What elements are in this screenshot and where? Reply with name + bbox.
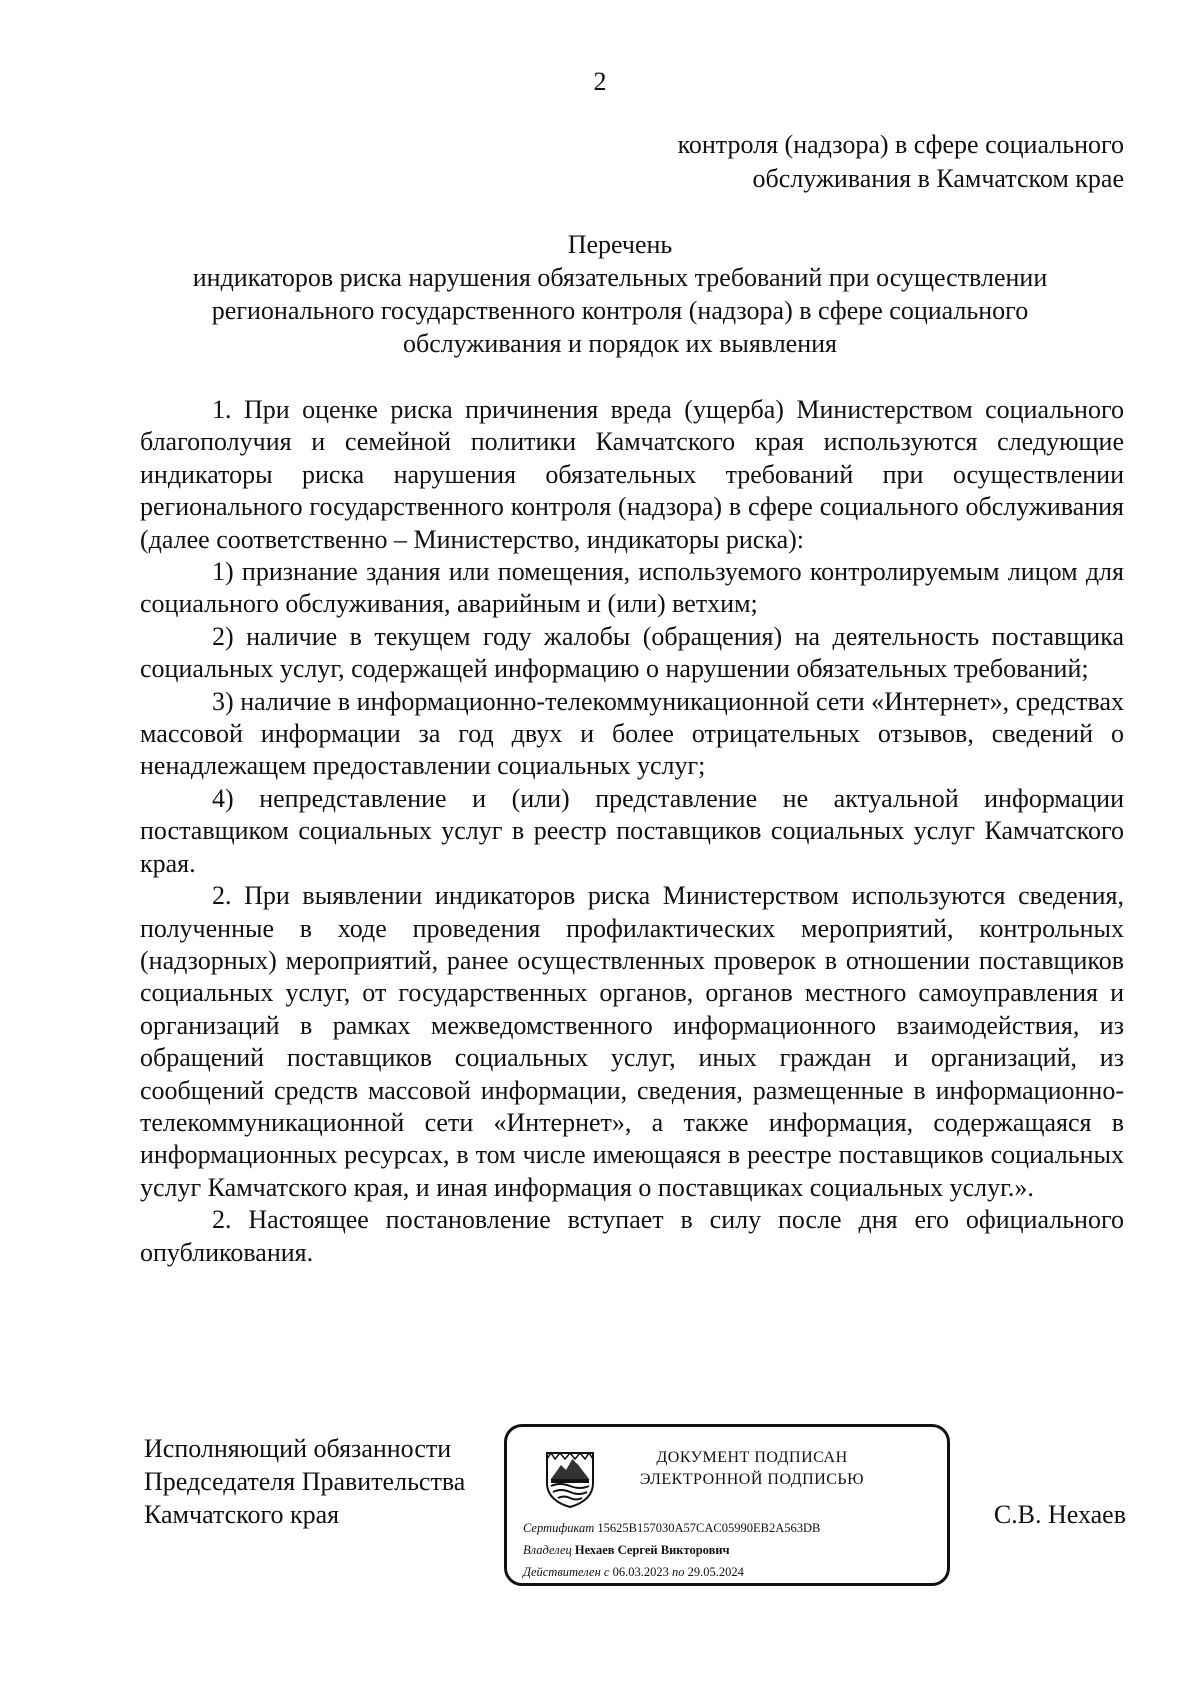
paragraph-entry-into-force: 2. Настоящее постановление вступает в силу после дня его официального опубликования. <box>140 1205 1124 1267</box>
paragraph-1-item-1: 1) признание здания или помещения, используемого контролируемым лицом для социального обслуживания, аварийным и (или) ветхим; <box>140 557 1124 619</box>
kamchatka-coat-of-arms-icon <box>543 1449 597 1509</box>
approval-header-line-1: контроля (надзора) в сфере социального <box>677 130 1124 159</box>
stamp-details <box>523 1517 943 1583</box>
signer-position-line-1: Исполняющий обязанности <box>144 1434 452 1463</box>
signer-name: С.В. Нехаев <box>993 1500 1126 1529</box>
title-line-4: обслуживания и порядок их выявления <box>402 329 838 358</box>
stamp-valid-from: 06.03.2023 <box>612 1565 669 1579</box>
paragraph-1-item-2: 2) наличие в текущем году жалобы (обращения) на деятельность поставщика социальных услуг, содержащей информацию о нарушении обязательных требований; <box>140 621 1124 684</box>
signer-position-line-2: Председателя Правительства <box>144 1467 466 1496</box>
stamp-valid-to: 29.05.2024 <box>687 1565 744 1579</box>
stamp-owner-value: Нехаев Сергей Викторович <box>574 1543 730 1557</box>
signer-position <box>144 1432 504 1531</box>
stamp-certificate-row <box>523 1517 943 1539</box>
stamp-validity-row <box>523 1561 943 1583</box>
approval-header-line-2: обслуживания в Камчатском крае <box>752 164 1124 193</box>
stamp-valid-to-label: по <box>671 1565 685 1579</box>
page-number: 2 <box>593 67 607 96</box>
stamp-certificate-value: 15625B157030A57CAC05990EB2A563DB <box>597 1521 821 1535</box>
stamp-owner-row <box>523 1539 943 1561</box>
signer-position-line-3: Камчатского края <box>144 1500 340 1529</box>
electronic-signature-stamp <box>504 1424 950 1586</box>
document-body <box>140 394 1124 1269</box>
stamp-owner-label: Владелец <box>523 1543 572 1557</box>
paragraph-1-item-3: 3) наличие в информационно-телекоммуникационной сети «Интернет», средствах массовой информации за год двух и более отрицательных отзывов, сведений о ненадлежащем предоставлении социальных услуг; <box>140 686 1124 781</box>
stamp-heading-line-1: ДОКУМЕНТ ПОДПИСАН <box>656 1449 848 1466</box>
stamp-heading-line-2: ЭЛЕКТРОННОЙ ПОДПИСЬЮ <box>639 1471 865 1488</box>
stamp-certificate-label: Сертификат <box>523 1521 595 1535</box>
document-title <box>130 228 1110 360</box>
paragraph-2: 2. При выявлении индикаторов риска Министерством используются сведения, полученные в ходе проведения профилактических мероприятий, контрольных (надзорных) мероприятий, ранее осуществленных проверок в отношении поставщиков социальных услуг, от государственных органов, органов местного самоуправления и организаций в рамках межведомственного информационного взаимодействия, из обращений поставщиков социальных услуг, иных граждан и организаций, из сообщений средств массовой информации, сведения, размещенные в информационно-телекоммуникационной сети «Интернет», а также информация, содержащаяся в информационных ресурсах, в том числе имеющаяся в реестре поставщиков социальных услуг Камчатского края, и иная информация о поставщиках социальных услуг.». <box>140 881 1124 1202</box>
title-line-3: регионального государственного контроля (надзора) в сфере социального <box>211 296 1029 325</box>
approval-header <box>600 128 1124 196</box>
title-line-1: Перечень <box>567 230 673 259</box>
paragraph-1-item-4: 4) непредставление и (или) представление не актуальной информации поставщиком социальных услуг в реестр поставщиков социальных услуг Камчатского края. <box>140 783 1124 878</box>
title-line-2: индикаторов риска нарушения обязательных требований при осуществлении <box>192 263 1048 292</box>
paragraph-1: 1. При оценке риска причинения вреда (ущерба) Министерством социального благополучия и семейной политики Камчатского края используются следующие индикаторы риска нарушения обязательных требований при осуществлении регионального государственного контроля (надзора) в сфере социального обслуживания (далее соответственно – Министерство, индикаторы риска): <box>140 395 1124 554</box>
stamp-valid-label: Действителен с <box>523 1565 610 1579</box>
stamp-heading <box>607 1447 897 1491</box>
